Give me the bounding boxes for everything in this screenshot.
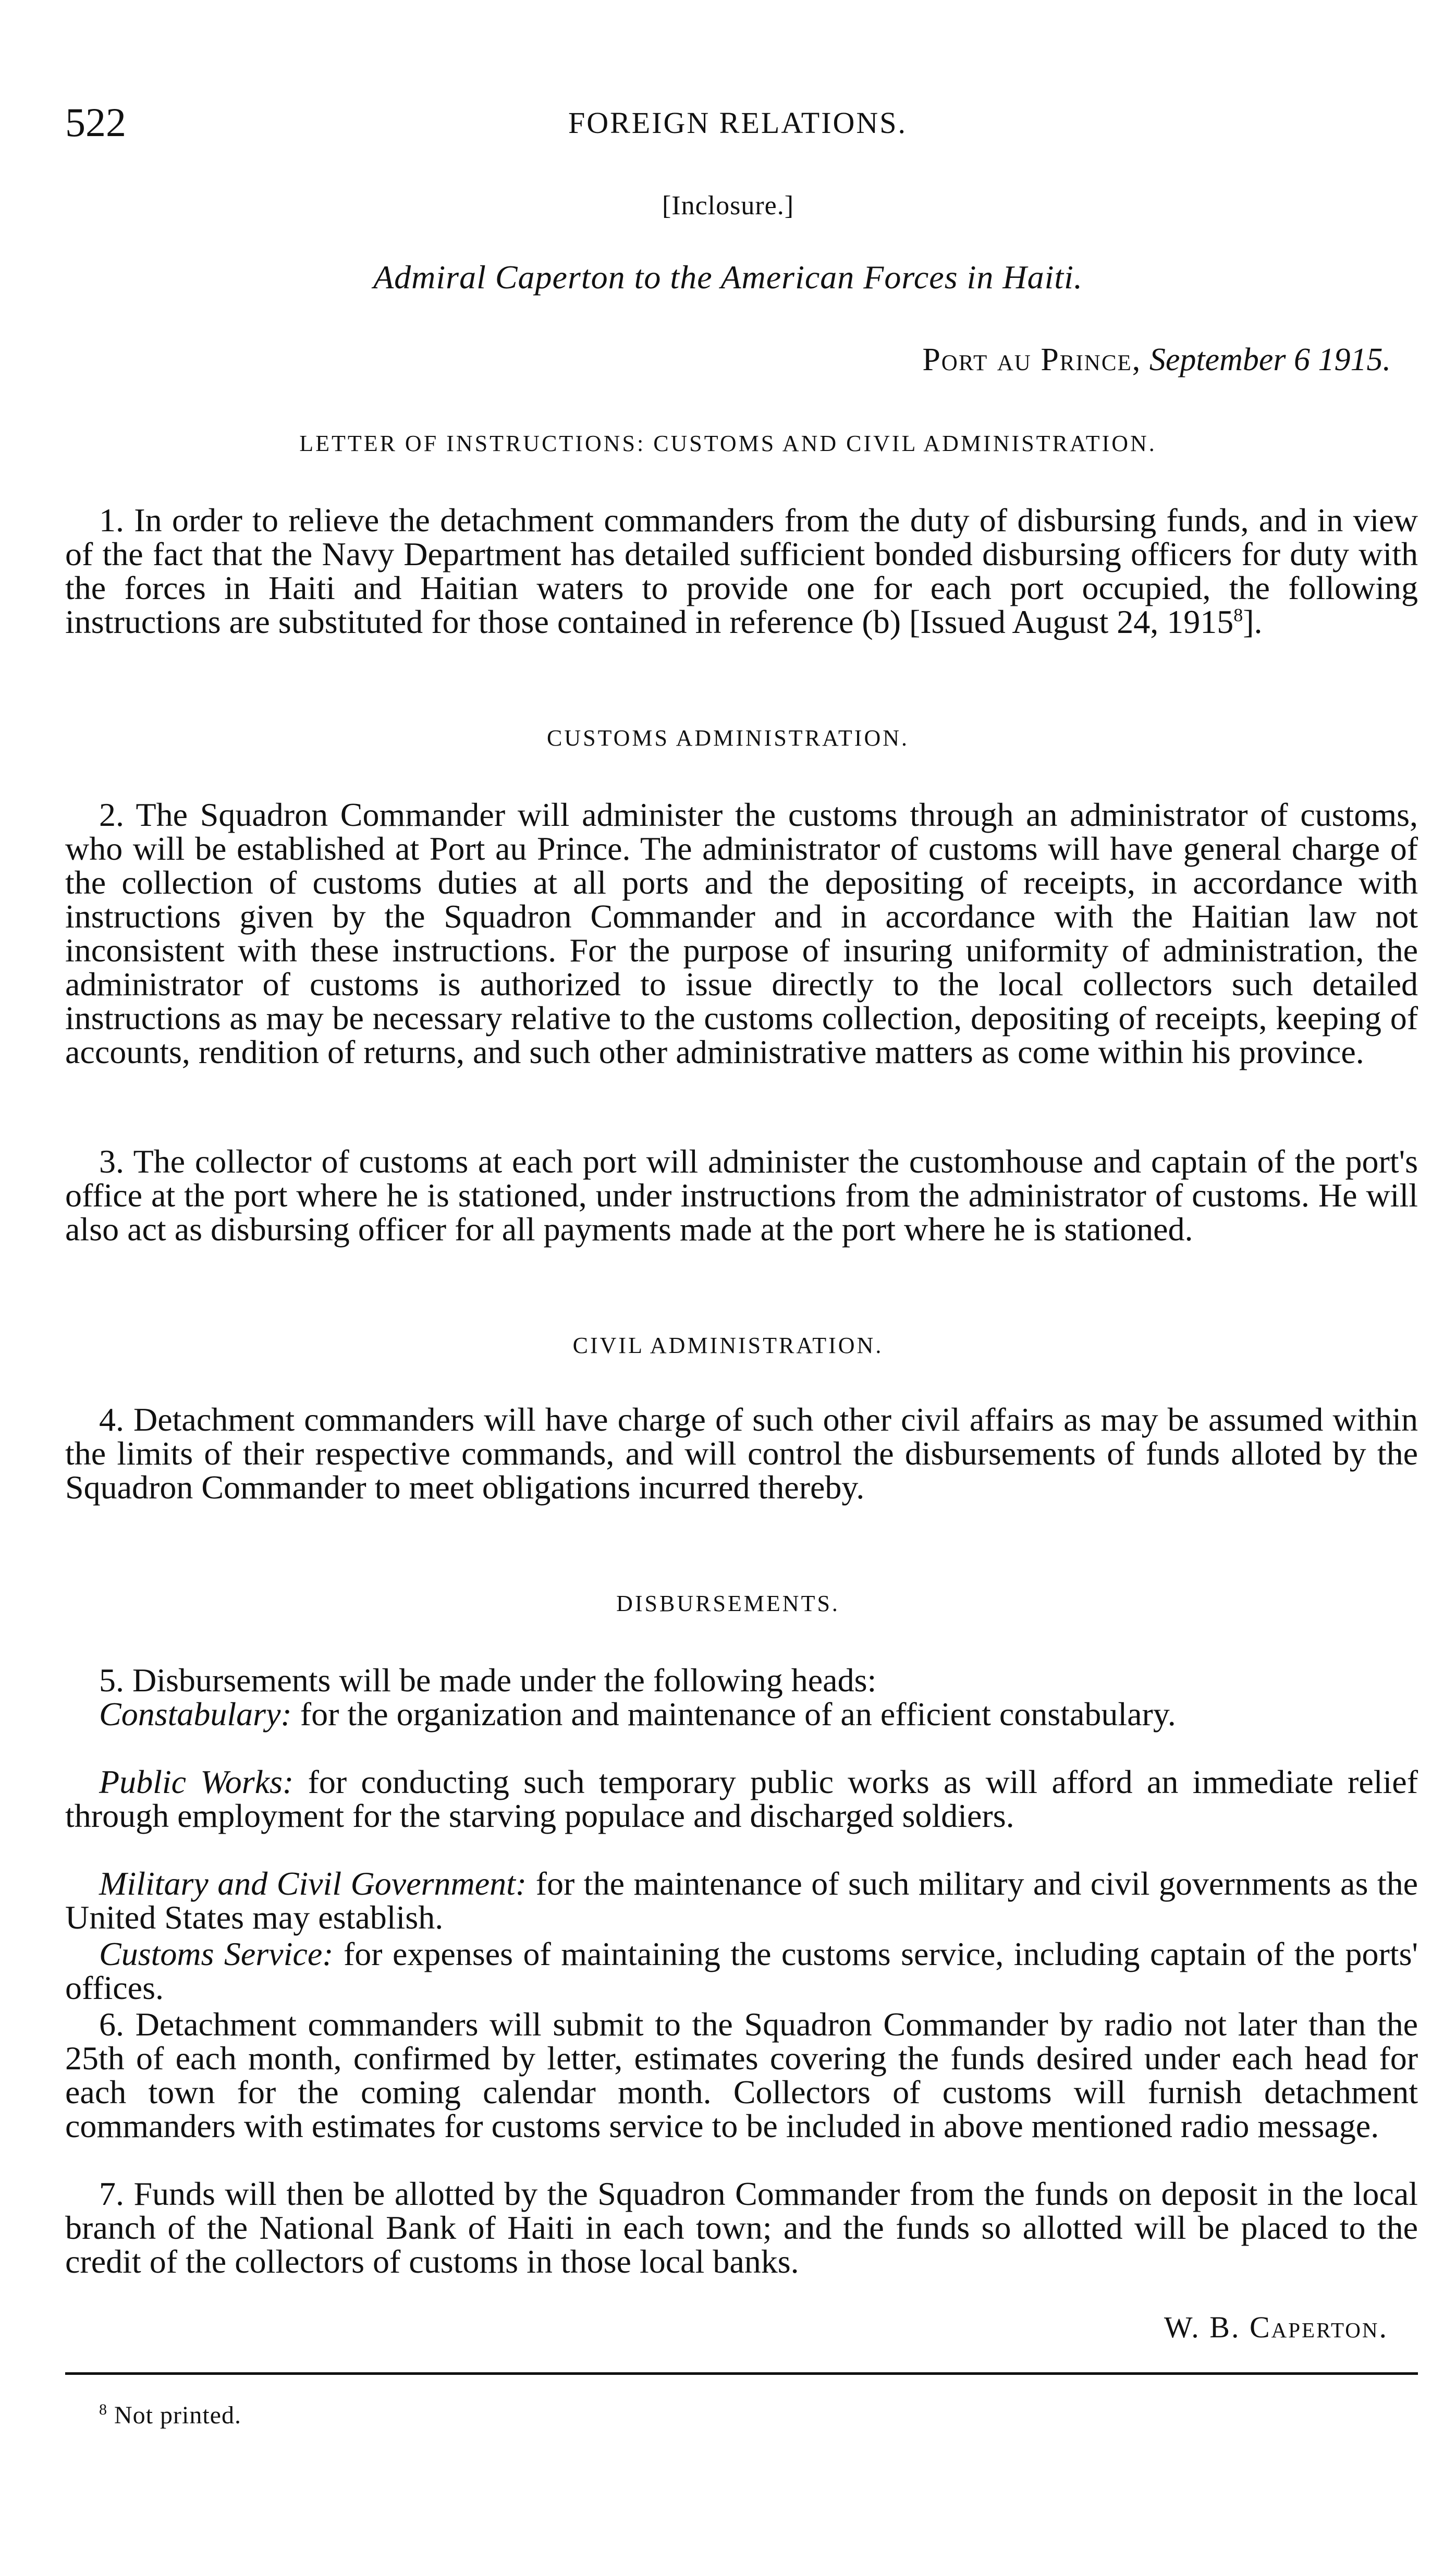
head-label: Public Works:	[99, 1763, 294, 1800]
head-public-works	[65, 1765, 1418, 1833]
signature	[1164, 2310, 1388, 2345]
head-customs-service	[65, 1937, 1418, 2005]
running-head: FOREIGN RELATIONS.	[568, 106, 908, 140]
footnote	[99, 2401, 241, 2430]
paragraph-3: 3. The collector of customs at each port will administer the customhouse and captain of the port's office at the port where he is stationed, under instructions from the administrator of customs. He will also act as disbursing officer for all payments made at the port where he is stationed.	[65, 1143, 1418, 1248]
paragraph-7: 7. Funds will then be allotted by the Squadron Commander from the funds on deposit in the local branch of the National Bank of Haiti in each town; and the funds so allotted will be placed to the credit of the collectors of customs in those local banks.	[65, 2175, 1418, 2280]
footnote-divider	[65, 2372, 1418, 2375]
head-label: Constabulary:	[99, 1696, 292, 1733]
dateline-place: Port au Prince,	[922, 342, 1142, 377]
head-label: Customs Service:	[99, 1935, 334, 1972]
enclosure-label: [Inclosure.]	[662, 191, 794, 221]
head-text: for the organization and maintenance of an efficient constabulary.	[300, 1696, 1176, 1733]
head-text: for conducting such temporary public works as will afford an immediate relief through employment for the starving populace and discharged soldiers.	[65, 1763, 1418, 1834]
signature-surname: Caperton.	[1249, 2310, 1388, 2344]
footnote-mark: 8	[99, 2401, 107, 2418]
page-number: 522	[65, 100, 126, 145]
dateline	[922, 342, 1391, 379]
footnote-text: Not printed.	[114, 2401, 241, 2429]
page-header	[65, 99, 1410, 156]
paragraph-1-text: 1. In order to relieve the detachment commanders from the duty of disbursing funds, and in view of the fact that the Navy Department has detailed sufficient bonded disbursing officers for duty with the forces in Haiti and Haitian waters to provide one for each port occupied, the following instructions are substituted for those contained in reference (b) [Issued August 24, 1915	[65, 502, 1418, 640]
head-text: for the maintenance of such military and civil governments as the United States may establish.	[65, 1865, 1418, 1936]
document-title: Admiral Caperton to the American Forces in Haiti.	[373, 259, 1083, 296]
customs-heading: CUSTOMS ADMINISTRATION.	[546, 725, 910, 751]
head-text: for expenses of maintaining the customs service, including captain of the ports' offices.	[65, 1935, 1418, 2006]
disbursements-heading: DISBURSEMENTS.	[616, 1591, 840, 1616]
head-military-civil-government	[65, 1867, 1418, 1934]
main-heading: LETTER OF INSTRUCTIONS: CUSTOMS AND CIVIL ADMINISTRATION.	[299, 431, 1157, 456]
signature-initials: W. B.	[1164, 2310, 1241, 2344]
footnote-reference: 8	[1233, 604, 1243, 626]
dateline-date: September 6 1915.	[1149, 342, 1391, 377]
head-label: Military and Civil Government:	[99, 1865, 527, 1902]
paragraph-6: 6. Detachment commanders will submit to the Squadron Commander by radio not later than the 25th of each month, confirmed by letter, estimates covering the funds desired under each head for each town for the coming calendar month. Collectors of customs will furnish detachment commanders with estimates for customs service to be included in above mentioned radio message.	[65, 2006, 1418, 2144]
paragraph-1-closing: ].	[1243, 603, 1263, 640]
civil-heading: CIVIL ADMINISTRATION.	[572, 1333, 884, 1358]
paragraph-1	[65, 503, 1418, 639]
paragraph-2: 2. The Squadron Commander will administer the customs through an administrator of customs, who will be established at Port au Prince. The administrator of customs will have general charge of the collection of customs duties at all ports and the depositing of receipts, in accordance with instructions given by the Squadron Commander and in accordance with the Haitian law not inconsistent with these instructions. For the purpose of insuring uniformity of administration, the administrator of customs is authorized to issue directly to the local collectors such detailed instructions as may be necessary relative to the customs collection, depositing of receipts, keeping of accounts, rendition of returns, and such other administrative matters as come within his province.	[65, 796, 1418, 1070]
paragraph-4: 4. Detachment commanders will have charge of such other civil affairs as may be assumed within the limits of their respective commands, and will control the disbursements of funds alloted by the Squadron Commander to meet obligations incurred thereby.	[65, 1401, 1418, 1506]
head-constabulary	[65, 1697, 1418, 1731]
paragraph-5: 5. Disbursements will be made under the following heads:	[99, 1662, 877, 1699]
